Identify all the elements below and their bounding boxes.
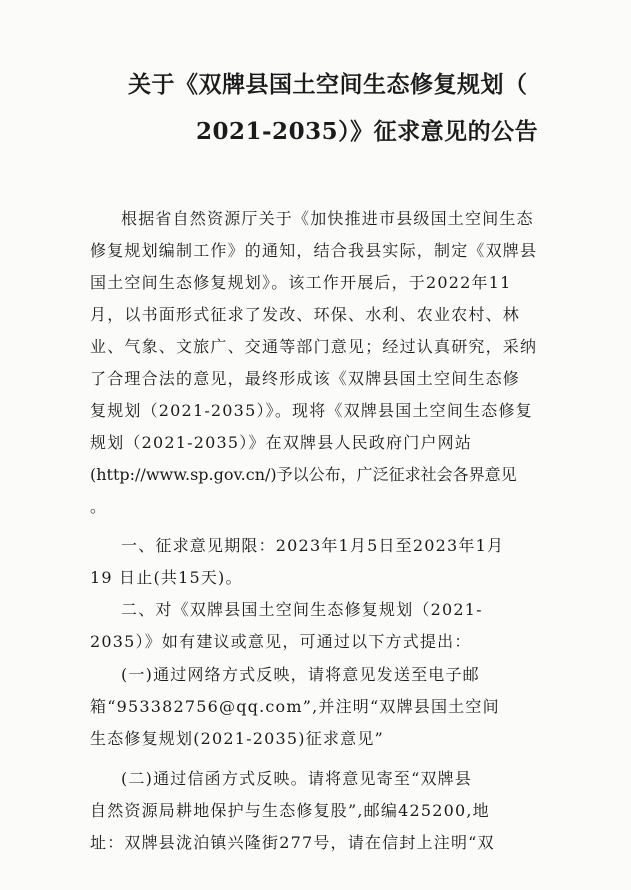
body-line: 修复规划编制工作》的通知，结合我县实际，制定《双牌县 [90,241,538,260]
body-line: 。 [90,497,108,516]
url-line: (http://www.sp.gov.cn/)予以公布，广泛征求社会各界意见 [90,465,517,484]
body-line: 规划（2021-2035）》在双牌县人民政府门户网站 [90,433,473,452]
body-line: 国土空间生态修复规划》。该工作开展后，于2022年11 [90,273,512,292]
method-one-line-2: 箱“953382756@qq.com”,并注明“双牌县国土空间 [90,697,500,716]
section-one-line-1: 一、征求意见期限：2023年1月5日至2023年1月 [121,536,505,555]
method-one-line-3: 生态修复规划(2021-2035)征求意见” [90,729,384,748]
section-two-line-1: 二、对《双牌县国土空间生态修复规划（2021- [121,600,483,619]
body-line: 复规划（2021-2035）》。现将《双牌县国土空间生态修复 [90,401,533,420]
notice-title-line-1: 关于《双牌县国土空间生态修复规划（ [128,71,528,98]
method-two-line-1: (二)通过信函方式反映。请将意见寄至“双牌县 [121,769,473,788]
method-two-line-2: 自然资源局耕地保护与生态修复股”,邮编425200,地 [90,801,490,820]
body-line: 业、气象、文旅广、交通等部门意见；经过认真研究，采纳 [90,337,538,356]
method-two-line-3: 址：双牌县泷泊镇兴隆街277号，请在信封上注明“双 [90,833,495,852]
body-line: 月，以书面形式征求了发改、环保、水利、农业农村、林 [90,305,521,324]
notice-title-line-2: 2021-2035）》征求意见的公告 [196,118,539,145]
section-two-line-2: 2035）》如有建议或意见，可通过以下方式提出： [90,632,472,651]
body-line: 了合理合法的意见，最终形成该《双牌县国土空间生态修 [90,369,521,388]
section-one-line-2: 19 日止(共15天)。 [90,568,243,587]
method-one-line-1: (一)通过网络方式反映，请将意见发送至电子邮 [121,665,480,684]
body-line: 根据省自然资源厅关于《加快推进市县级国土空间生态 [121,209,534,228]
